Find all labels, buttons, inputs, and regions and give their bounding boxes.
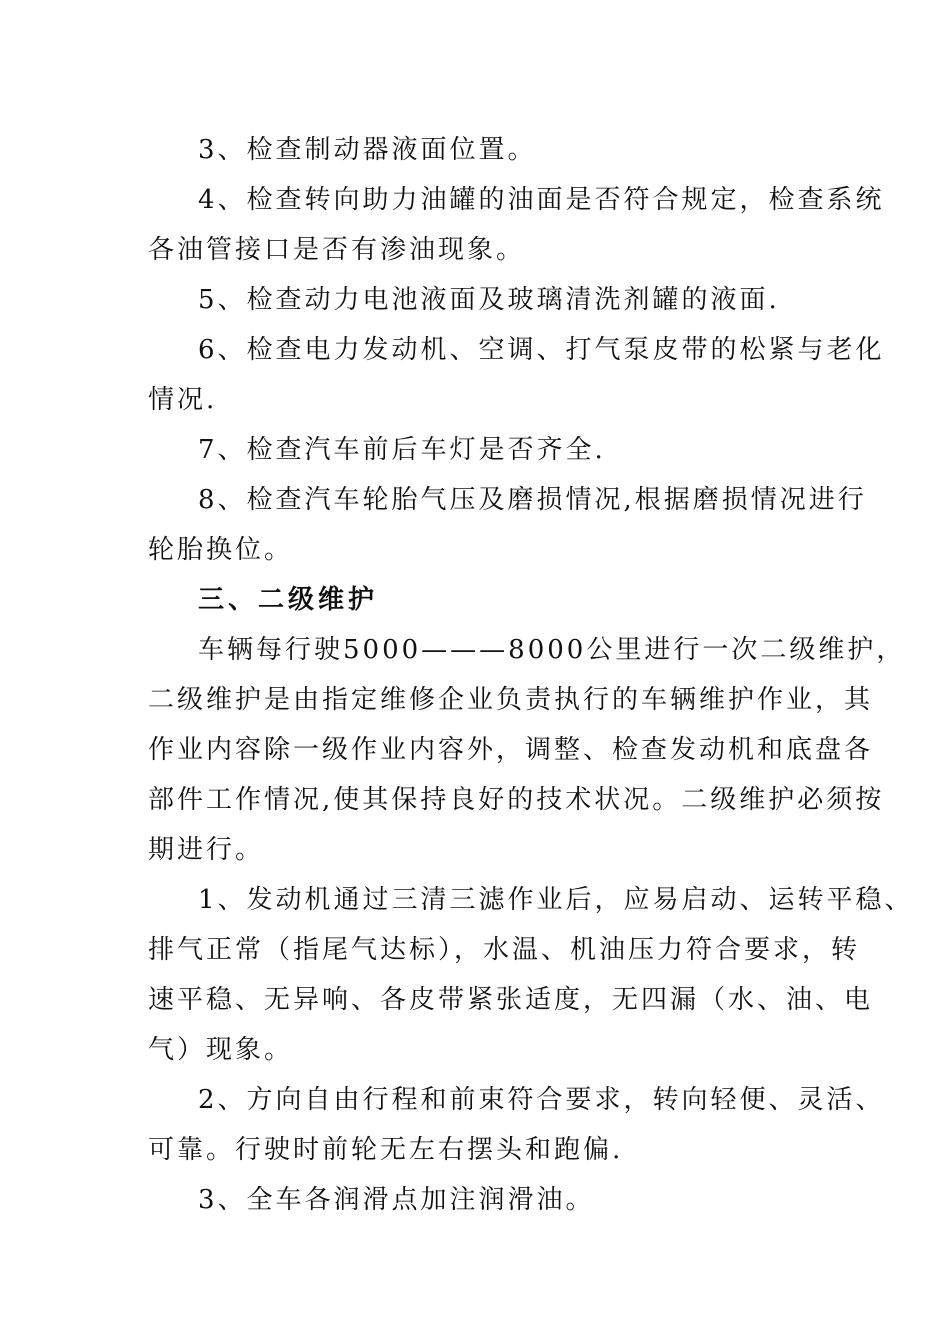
paragraph-line: 二级维护是由指定维修企业负责执行的车辆维护作业，其	[148, 685, 874, 715]
paragraph-line: 可靠。行驶时前轮无左右摆头和跑偏.	[148, 1135, 624, 1165]
paragraph-line: 作业内容除一级作业内容外，调整、检查发动机和底盘各	[148, 735, 874, 765]
paragraph-line: 情况.	[148, 385, 218, 415]
paragraph-line: 车辆每行驶5000———8000公里进行一次二级维护，	[198, 635, 906, 665]
paragraph-line: 4、检查转向助力油罐的油面是否符合规定，检查系统	[198, 185, 885, 215]
paragraph-line: 1、发动机通过三清三滤作业后，应易启动、运转平稳、	[198, 885, 914, 915]
section-heading: 三、二级维护	[198, 585, 379, 615]
paragraph-line: 3、全车各润滑点加注润滑油。	[198, 1185, 595, 1215]
paragraph-line: 部件工作情况,使其保持良好的技术状况。二级维护必须按	[148, 785, 885, 815]
paragraph-line: 7、检查汽车前后车灯是否齐全.	[198, 435, 606, 465]
paragraph-line: 8、检查汽车轮胎气压及磨损情况,根据磨损情况进行	[198, 485, 867, 515]
paragraph-line: 排气正常（指尾气达标），水温、机油压力符合要求，转	[148, 935, 861, 965]
paragraph-line: 期进行。	[148, 835, 265, 865]
paragraph-line: 各油管接口是否有渗油现象。	[148, 235, 526, 265]
paragraph-line: 速平稳、无异响、各皮带紧张适度，无四漏（水、油、电	[148, 985, 874, 1015]
paragraph-line: 气）现象。	[148, 1035, 294, 1065]
paragraph-line: 2、方向自由行程和前束符合要求，转向轻便、灵活、	[198, 1085, 885, 1115]
paragraph-line: 5、检查动力电池液面及玻璃清洗剂罐的液面.	[198, 285, 780, 315]
paragraph-line: 轮胎换位。	[148, 535, 294, 565]
paragraph-line: 6、检查电力发动机、空调、打气泵皮带的松紧与老化	[198, 335, 885, 365]
paragraph-line: 3、检查制动器液面位置。	[198, 135, 537, 165]
